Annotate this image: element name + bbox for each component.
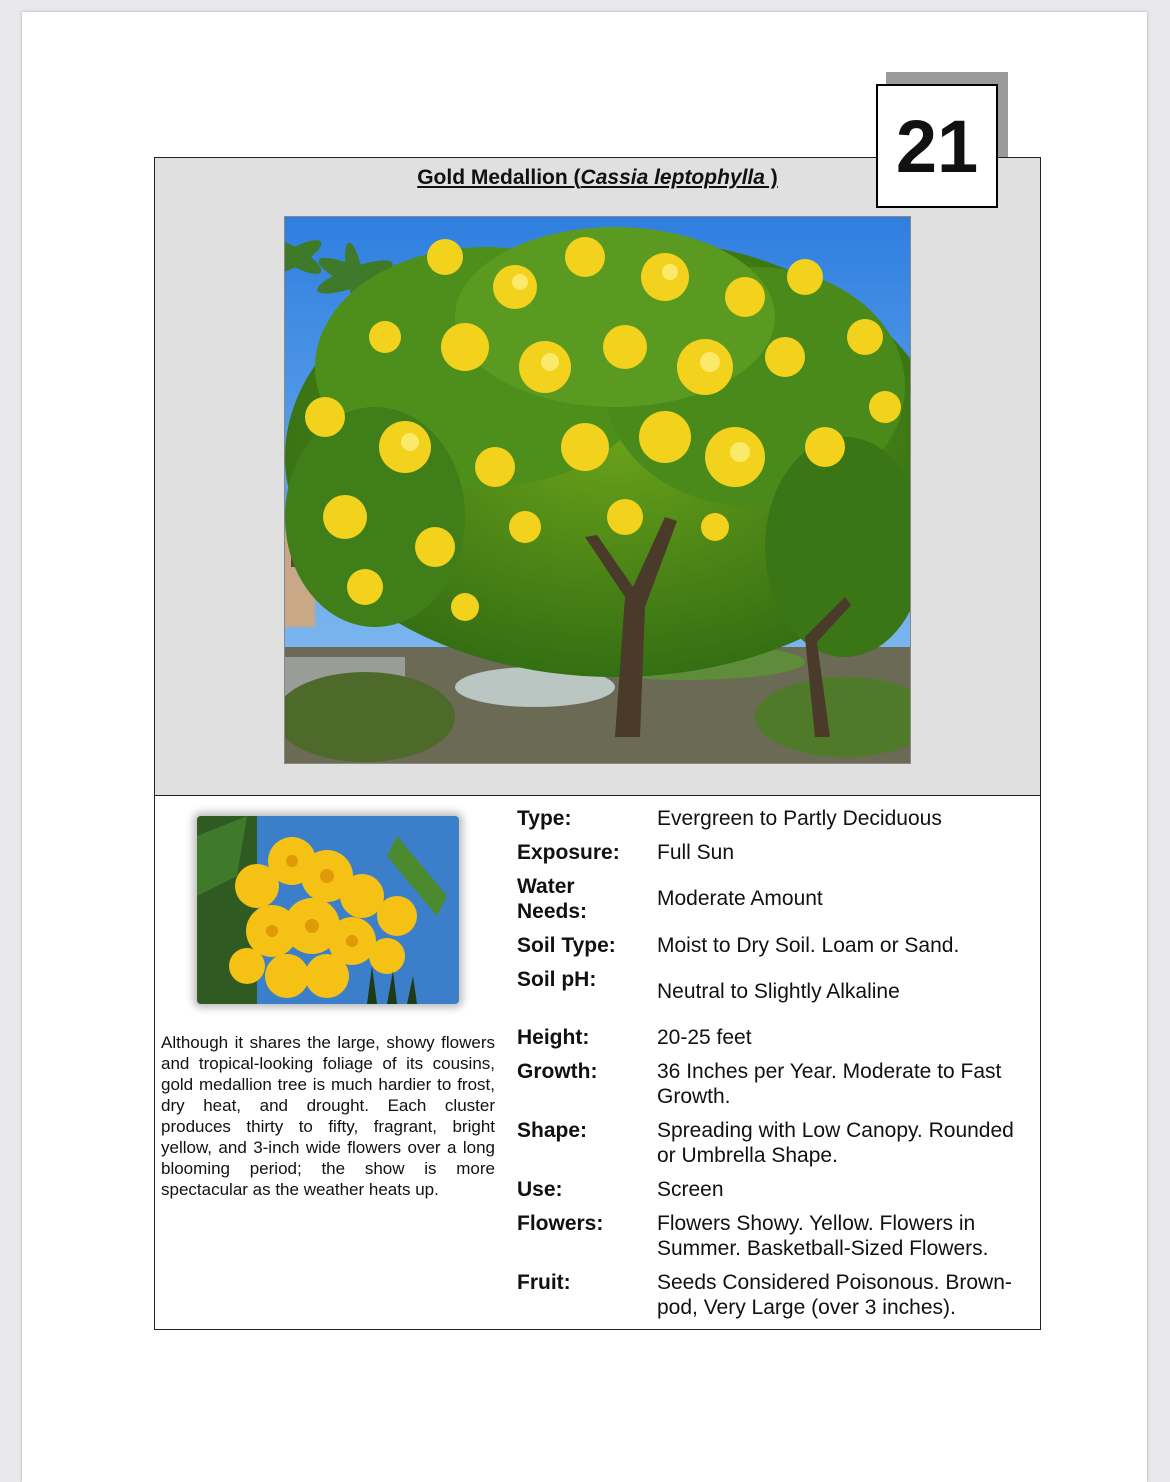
plant-description: Although it shares the large, showy flowers and tropical-looking foliage of its cousins, gold medallion tree is much hardier to frost, dry heat, and drought. Each cluster produces thirty to fifty, fragrant, bright yellow, and 3-inch wide flowers over a long blooming period; the show is more spectacular as the weather heats up. <box>161 1033 495 1199</box>
property-value: Spreading with Low Canopy. Rounded or Umbrella Shape. <box>657 1119 1014 1167</box>
flower-closeup-photo <box>197 816 459 1004</box>
property-value: Screen <box>657 1178 724 1201</box>
property-flowers <box>517 1211 1037 1261</box>
property-value: Evergreen to Partly Deciduous <box>657 807 942 830</box>
property-shape <box>517 1118 1037 1168</box>
page-number-badge: 21 <box>876 84 998 208</box>
property-value: 36 Inches per Year. Moderate to Fast Growth. <box>657 1060 1002 1108</box>
property-label: Shape: <box>517 1119 588 1142</box>
property-value: Flowers Showy. Yellow. Flowers in Summer. Basketball-Sized Flowers. <box>657 1212 989 1260</box>
property-label: Water Needs: <box>517 875 588 923</box>
property-growth <box>517 1059 1037 1109</box>
tree-photo-image <box>285 217 910 763</box>
property-label: Use: <box>517 1178 563 1201</box>
property-value: Full Sun <box>657 841 735 864</box>
property-water-needs <box>517 874 1037 924</box>
property-fruit <box>517 1270 1037 1320</box>
property-soil-ph <box>517 967 1037 1004</box>
property-type <box>517 806 1037 831</box>
property-value: 20-25 feet <box>657 1026 752 1049</box>
property-label: Growth: <box>517 1060 598 1083</box>
property-exposure <box>517 840 1037 865</box>
property-value: Neutral to Slightly Alkaline <box>657 980 900 1003</box>
title-scientific: Cassia leptophylla <box>580 166 765 189</box>
property-value: Seeds Considered Poisonous. Brown-pod, Very Large (over 3 inches). <box>657 1271 1012 1319</box>
property-label: Soil pH: <box>517 968 597 991</box>
plant-card <box>154 157 1041 1330</box>
title-close: ) <box>764 166 778 189</box>
tree-photo <box>284 216 911 764</box>
flower-closeup-image <box>197 816 459 1004</box>
property-label: Fruit: <box>517 1271 571 1294</box>
property-soil-type <box>517 933 1037 958</box>
title-common: Gold Medallion ( <box>417 166 581 189</box>
property-height <box>517 1025 1037 1050</box>
property-use <box>517 1177 1037 1202</box>
property-value: Moderate Amount <box>657 887 823 910</box>
property-label: Type: <box>517 807 572 830</box>
property-value: Moist to Dry Soil. Loam or Sand. <box>657 934 960 957</box>
property-label: Soil Type: <box>517 934 616 957</box>
plant-properties <box>517 806 1037 1320</box>
card-header-panel <box>155 158 1040 796</box>
property-label: Flowers: <box>517 1212 604 1235</box>
property-label: Height: <box>517 1026 590 1049</box>
property-label: Exposure: <box>517 841 620 864</box>
